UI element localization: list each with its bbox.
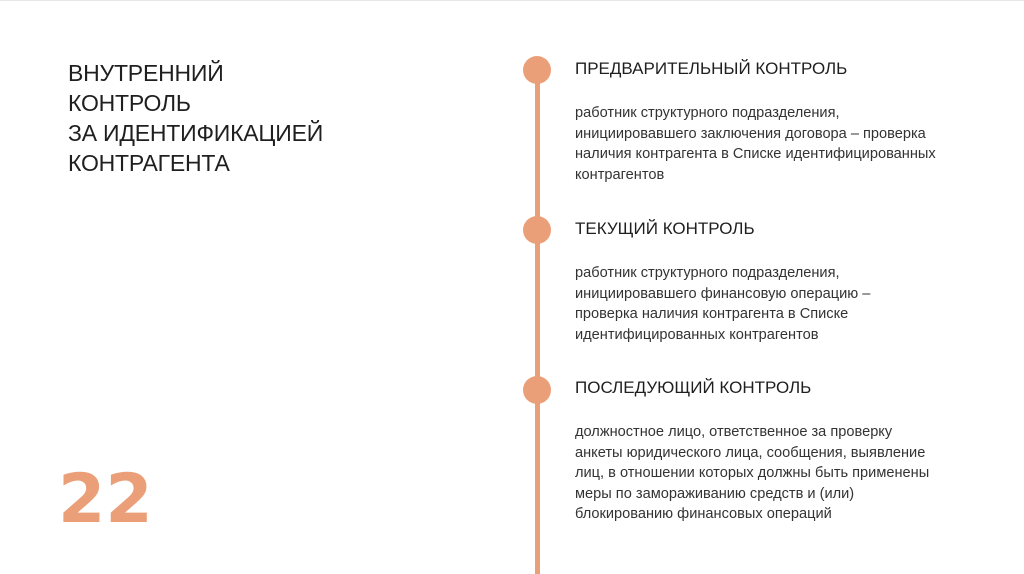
timeline-dot bbox=[523, 376, 551, 404]
step-description-line: меры по замораживанию средств и (или) bbox=[575, 485, 855, 502]
step-heading: ПРЕДВАРИТЕЛЬНЫЙ КОНТРОЛЬ bbox=[575, 59, 848, 78]
step-description-line: работник структурного подразделения, bbox=[575, 105, 840, 121]
page-number: 22 bbox=[58, 460, 153, 539]
step-description-line: лиц, в отношении которых должны быть применены bbox=[575, 465, 930, 481]
step-description-line: работник структурного подразделения, bbox=[575, 265, 840, 281]
step-description bbox=[575, 103, 995, 185]
step-description-line: должностное лицо, ответственное за проверку bbox=[575, 424, 893, 440]
timeline-step-subsequent bbox=[575, 377, 995, 525]
step-heading: ТЕКУЩИЙ КОНТРОЛЬ bbox=[575, 219, 755, 238]
slide-title-line: ВНУТРЕННИЙ bbox=[68, 60, 224, 86]
step-description-line: инициировавшего финансовую операцию – bbox=[575, 285, 871, 302]
step-description-line: анкеты юридического лица, сообщения, выявление bbox=[575, 444, 926, 461]
slide-title-line: КОНТРАГЕНТА bbox=[68, 150, 230, 176]
step-description bbox=[575, 263, 995, 345]
step-description-line: инициировавшего заключения договора – проверка bbox=[575, 125, 926, 142]
step-description-line: контрагентов bbox=[575, 166, 665, 183]
step-description-line: идентифицированных контрагентов bbox=[575, 326, 819, 343]
step-description-line: проверка наличия контрагента в Списке bbox=[575, 306, 849, 322]
step-description-line: наличия контрагента в Списке идентифицированных bbox=[575, 146, 936, 162]
timeline-line bbox=[535, 68, 540, 574]
step-description-line: блокированию финансовых операций bbox=[575, 506, 832, 522]
timeline-step-current bbox=[575, 218, 995, 345]
slide-title-line: ЗА ИДЕНТИФИКАЦИЕЙ bbox=[68, 120, 324, 146]
timeline-dot bbox=[523, 56, 551, 84]
slide-title-line: КОНТРОЛЬ bbox=[68, 90, 191, 116]
slide-title bbox=[68, 58, 408, 178]
timeline-step-preliminary bbox=[575, 58, 995, 185]
timeline-dot bbox=[523, 216, 551, 244]
step-heading: ПОСЛЕДУЮЩИЙ КОНТРОЛЬ bbox=[575, 378, 812, 397]
step-description bbox=[575, 422, 995, 525]
